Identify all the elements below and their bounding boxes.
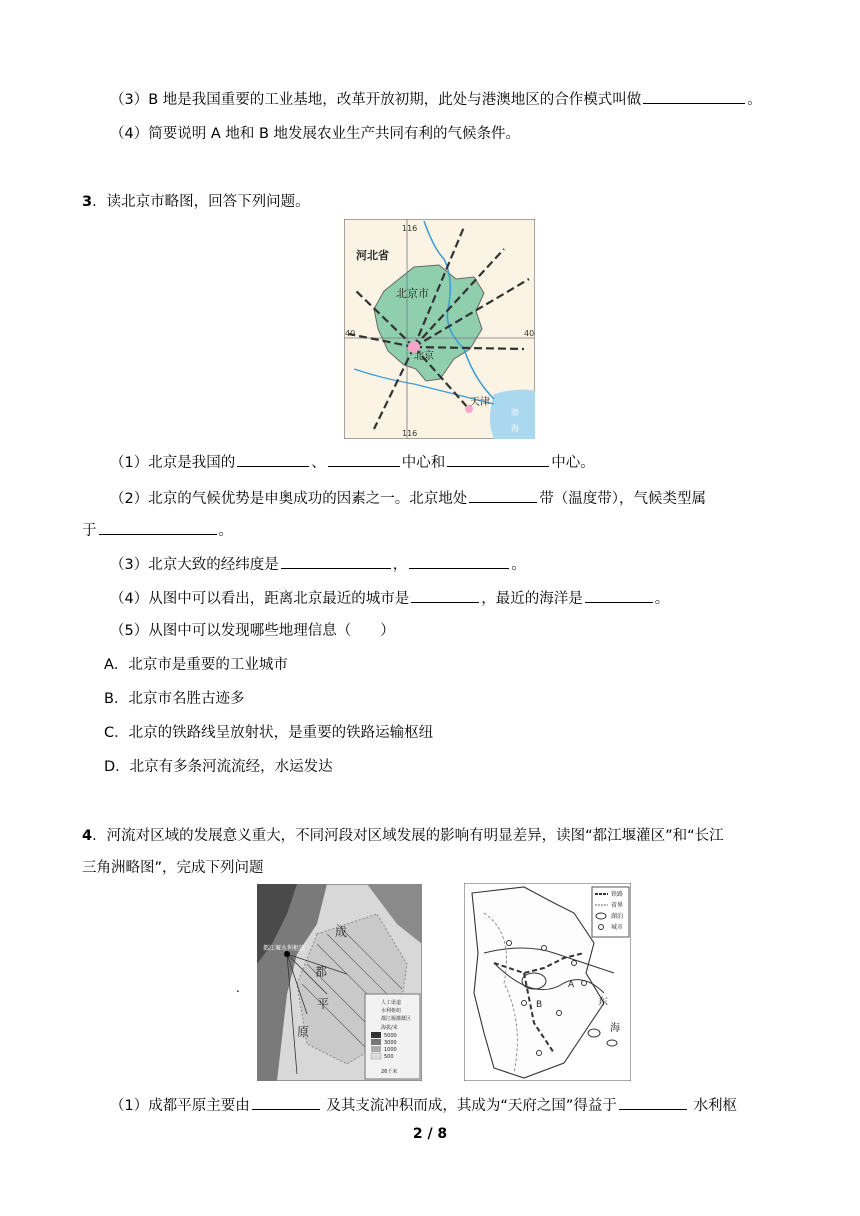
q2-sub4: （4）简要说明 A 地和 B 地发展农业生产共同有利的气候条件。 xyxy=(110,126,521,142)
plain-char-3: 平 xyxy=(317,997,330,1011)
city-region-label: 北京市 xyxy=(396,287,429,300)
legend-lake: 湖泊 xyxy=(611,913,624,920)
q3-sub3: （3）北京大致的经纬度是 ， 。 xyxy=(110,553,526,575)
sea-char-2: 海 xyxy=(610,1023,620,1034)
lon-label-top: 116 xyxy=(402,224,418,233)
province-label: 河北省 xyxy=(356,249,389,262)
beijing-map xyxy=(344,219,535,439)
q3-stem: 3．读北京市略图，回答下列问题。 xyxy=(82,194,310,210)
q4-sub1: （1）成都平原主要由 及其支流冲积而成，其成为“天府之国”得益于 水利枢 xyxy=(110,1094,737,1116)
dot-mark: . xyxy=(236,981,240,995)
answer-blank[interactable] xyxy=(99,519,217,535)
option-a[interactable]: A．北京市是重要的工业城市 xyxy=(104,657,288,673)
lat-label-right: 40 xyxy=(524,329,535,338)
answer-blank[interactable] xyxy=(585,587,653,603)
lat-label-left: 40 xyxy=(345,329,356,338)
elev-500: 500 xyxy=(384,1054,394,1060)
q4-stem-line2: 三角洲略图”，完成下列问题 xyxy=(82,860,264,876)
answer-blank[interactable] xyxy=(469,487,537,503)
elev-1000: 1000 xyxy=(384,1047,397,1053)
answer-blank[interactable] xyxy=(237,451,309,467)
option-c[interactable]: C．北京的铁路线呈放射状，是重要的铁路运输枢纽 xyxy=(104,725,434,741)
legend-city: 城市 xyxy=(611,924,624,931)
legend-irrigation: 都江堰灌溉区 xyxy=(381,1016,412,1022)
plain-char-2: 都 xyxy=(315,965,328,979)
tianjin-label: 天津 xyxy=(470,397,490,408)
q3-sub1: （1）北京是我国的 、 中心和 中心。 xyxy=(110,451,595,473)
elev-5000: 5000 xyxy=(384,1033,397,1039)
capital-label: 北京 xyxy=(414,351,434,362)
q3-sub5: （5）从图中可以发现哪些地理信息（ ） xyxy=(110,623,395,639)
plain-char-4: 原 xyxy=(297,1025,310,1039)
answer-blank[interactable] xyxy=(619,1094,687,1110)
q2-sub3: （3）B 地是我国重要的工业基地，改革开放初期，此处与港澳地区的合作模式叫做 。 xyxy=(110,88,762,110)
legend-canal: 人工渠道 xyxy=(381,1000,402,1006)
point-a-label: A xyxy=(568,980,575,990)
scale-label: 26千米 xyxy=(381,1069,398,1075)
answer-blank[interactable] xyxy=(281,553,391,569)
elev-title: 海拔/米 xyxy=(381,1025,398,1031)
option-b[interactable]: B．北京市名胜古迹多 xyxy=(104,691,245,707)
answer-blank[interactable] xyxy=(409,553,509,569)
page-number: 2 / 8 xyxy=(412,1126,448,1142)
sea-char-1: 东 xyxy=(598,997,608,1008)
q3-sub2: （2）北京的气候优势是申奥成功的因素之一。北京地处 带（温度带），气候类型属 xyxy=(110,487,706,509)
dujiangyan-map xyxy=(257,884,422,1081)
answer-blank[interactable] xyxy=(252,1094,320,1110)
elev-3000: 3000 xyxy=(384,1040,397,1046)
point-b-label: B xyxy=(536,1000,543,1010)
q3-sub2-cont: 于 。 xyxy=(82,519,233,541)
dam-label: 都江堰水利枢纽 xyxy=(263,945,306,952)
legend-railway: 铁路 xyxy=(611,891,624,898)
lon-label-bottom: 116 xyxy=(402,429,418,438)
answer-blank[interactable] xyxy=(643,88,745,104)
q3-sub4: （4）从图中可以看出，距离北京最近的城市是 ，最近的海洋是 。 xyxy=(110,587,669,609)
plain-char-1: 成 xyxy=(335,925,348,939)
answer-blank[interactable] xyxy=(447,451,549,467)
legend-dam: 水利枢纽 xyxy=(381,1008,402,1014)
answer-blank[interactable] xyxy=(411,587,479,603)
answer-blank[interactable] xyxy=(328,451,400,467)
q4-stem-line1: 4．河流对区域的发展意义重大，不同河段对区域发展的影响有明显差异，读图“都江堰灌区”和“长江 xyxy=(82,828,724,844)
legend-border: 省界 xyxy=(611,902,624,909)
option-d[interactable]: D．北京有多条河流流经，水运发达 xyxy=(104,759,333,775)
sea-label-2: 海 xyxy=(511,424,519,433)
yangtze-delta-map xyxy=(464,883,631,1081)
sea-label-1: 渤 xyxy=(511,408,519,417)
